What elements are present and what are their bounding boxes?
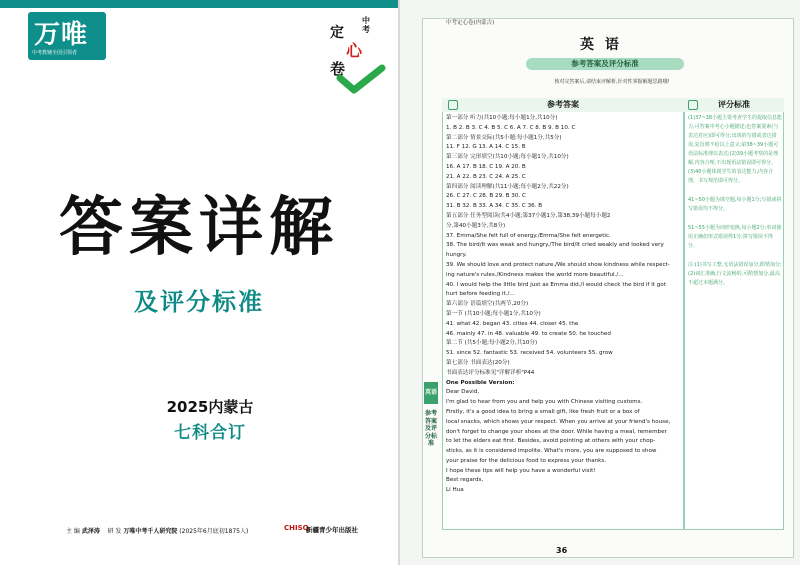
cover-subtitle: 及评分标准 <box>134 288 264 316</box>
section-banner: 参考答案及评分标准 <box>526 58 684 70</box>
answer-line: local snacks, which shows your respect. When you arrive at your friend's house, <box>446 418 671 425</box>
answer-lines <box>446 114 682 496</box>
research-note: (2025年6月底初1875人) <box>179 528 249 535</box>
standard-note: 51~55小题为词形变换,每小题2分;单词使用正确但形式错误得1分;拼写错误不得分。 <box>688 225 782 249</box>
cover-footer <box>66 526 248 535</box>
seal-char-ding: 定 <box>330 25 344 41</box>
brand-tagline: 中考教辅全国引领者 <box>32 50 78 56</box>
edition-name: 七科合订 <box>174 423 246 443</box>
checkmark-icon <box>336 64 386 94</box>
answer-line: 21. A 22. B 23. C 24. A 25. C <box>446 173 526 180</box>
answer-line: Li Hua <box>446 487 464 494</box>
answer-line: Firstly, it's a good idea to bring a small gift, like fresh fruit or a box of <box>446 408 640 415</box>
answer-line: hurt before feeding it./... <box>446 291 515 298</box>
series-seal <box>322 14 382 90</box>
answer-line: Best regards, <box>446 477 484 484</box>
publisher-name: 新疆青少年出版社 <box>306 526 358 534</box>
side-label: 参考答案及评分标准 <box>425 410 438 447</box>
seal-char-zhongkao: 中考 <box>362 16 370 34</box>
standard-notes <box>688 114 782 298</box>
check-box-icon <box>448 100 458 110</box>
seal-char-juan: 卷 <box>330 60 346 78</box>
standards-title: 评分标准 <box>684 98 784 112</box>
research-label: 研 发 <box>107 528 122 535</box>
edition-year: 2025内蒙古 <box>166 398 254 416</box>
subject-title: 英 语 <box>580 37 622 53</box>
answer-page <box>400 0 800 565</box>
answer-line: 第五部分 任务型阅读(共4小题;第37小题1分,第38,39小题每小题2 <box>446 212 611 219</box>
answer-line: 1. B 2. B 3. C 4. B 5. C 6. A 7. C 8. B 9. B 10. C <box>446 124 576 131</box>
editor-label: 主 编 <box>66 528 80 535</box>
answer-line: 第六部分 语篇填空(共两节,20分) <box>446 301 529 308</box>
answer-line: 51. since 52. fantastic 53. received 54. volunteers 55. grow <box>446 350 613 357</box>
answer-line: 书面表达评分标准见"详解详析"P44 <box>446 369 535 376</box>
answer-line: sticks, as it is considered impolite. What's more, you are supposed to show <box>446 448 657 455</box>
answer-line: 第三部分 完形填空(共10小题;每小题1分,共10分) <box>446 154 569 161</box>
answer-line: 分,第40小题3分,共8分) <box>446 222 506 229</box>
answer-line: 40. I would help the little bird just as Emma did./I would check the bird if it got <box>446 281 666 288</box>
answer-line: your praise for the delicious food to express your thanks. <box>446 457 607 464</box>
editor-name: 武泽涛 <box>81 528 100 535</box>
answer-line: One Possible Version: <box>446 379 515 386</box>
publisher-logo: CHISQ <box>284 524 309 532</box>
research-org: 万唯中考千人研究院 <box>123 528 178 535</box>
answer-line: 第四部分 阅读理解(共11小题;每小题2分,共22分) <box>446 183 569 190</box>
standard-note: (1)37~38小题主要考查学生的提取信息能力,可答案中考心小题描述;也答案要素(与表达对应)即可得分;出现的写错或表达错误,复旨则不给以上意义;第38~39小题可语法标准理以表达;(2)39小题考察的是理解,内容合理,不出现语法错误即可得分。(3)40小题体现学生的表达能力,内容合理、书写规范即可得分。 <box>688 115 782 184</box>
answer-line: 第二部分 情景交际(共5小题;每小题1分,共5分) <box>446 134 562 141</box>
answer-line: I hope these tips will help you have a wonderful visit! <box>446 467 596 474</box>
cover-top-bar <box>0 0 398 8</box>
answer-line: 第七部分 书面表达(20分) <box>446 359 510 366</box>
answer-line: ing nature's rules./Kindness makes the world more beautiful./... <box>446 271 624 278</box>
answer-line: 第一节 (共10小题;每小题1分,共10分) <box>446 310 541 317</box>
answer-line: don't forget to change your shoes at the door. While having a meal, remember <box>446 428 667 435</box>
answer-line: 38. The bird/It was weak and hungry./The bird/It cried weakly and looked very <box>446 242 664 249</box>
seal-char-xin: 心 <box>346 41 363 60</box>
book-cover <box>0 0 398 565</box>
answer-line: 46. mainly 47. in 48. valuable 49. to create 50. he touched <box>446 330 611 337</box>
standard-note: 41~50小题为填空题,每小题1分;写错或拼写错误均不得分。 <box>688 197 782 212</box>
subject-side-tab: 英语 <box>424 382 438 404</box>
page-number: 36 <box>556 546 568 555</box>
answer-line: 11. F 12. G 13. A 14. C 15. B <box>446 144 526 151</box>
brand-name: 万唯 <box>34 20 89 50</box>
answer-line: hungry. <box>446 252 467 259</box>
intro-text: 核对完答案后,请结束评解析,针对性掌握解题思路哦! <box>554 79 670 85</box>
answer-line: 31. B 32. B 33. A 34. C 35. C 36. B <box>446 203 543 210</box>
answer-line: 第一部分 听力(共10小题;每小题1分,共10分) <box>446 115 558 121</box>
page-header: 中考定心卷(内蒙古) <box>446 20 495 26</box>
cover-title: 答案详解 <box>59 190 339 265</box>
check-box-icon <box>688 100 698 110</box>
answer-line: 37. Emma/She felt full of energy./Emma/She felt energetic. <box>446 232 611 239</box>
answer-line: 第二节 (共5小题;每小题2分,共10分) <box>446 340 538 347</box>
answer-line: I'm glad to hear from you and help you with Chinese visiting customs. <box>446 399 643 406</box>
answer-line: to let the elders eat first. Besides, avoid pointing at others with your chop- <box>446 438 656 445</box>
answers-title: 参考答案 <box>442 98 684 112</box>
answer-line: Dear David, <box>446 389 480 396</box>
answer-line: 26. C 27. C 28. B 29. B 30. C <box>446 193 526 200</box>
answer-line: 41. what 42. began 43. cities 44. closer 45. the <box>446 320 579 327</box>
standard-note: 注:(1)书写工整,无语法错误加分,酌情加分;(2)词汇准确,行文流畅的,可酌情加分,最高不超过本题满分。 <box>688 262 782 286</box>
answer-line: 39. We should love and protect nature./We should show kindness while respect- <box>446 261 670 268</box>
answer-line: 16. A 17. B 18. C 19. A 20. B <box>446 163 526 170</box>
